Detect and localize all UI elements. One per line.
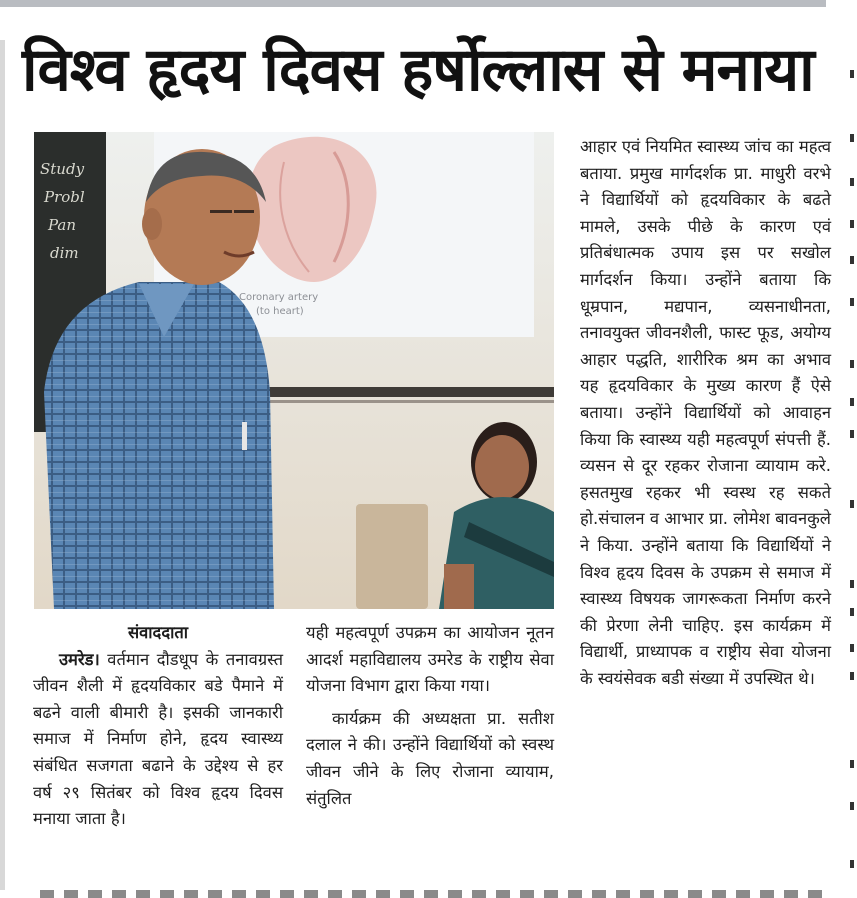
top-rule bbox=[0, 0, 826, 7]
left-gutter bbox=[0, 40, 5, 890]
article-paragraph-1 bbox=[33, 647, 283, 833]
article-paragraph-4: आहार एवं नियमित स्वास्थ्य जांच का महत्व बताया. प्रमुख मार्गदर्शक प्रा. माधुरी वरभे ने विद्यार्थियों को हृदयविकार के बढते मामले, उसके पीछे के कारण एवं प्रतिबंधात्मक उपाय इस पर सखोल मार्गदर्शन किया। उन्होंने बताया कि धूम्रपान, मद्यपान, व्यसनाधीनता, तनावयुक्त जीवनशैली, फास्ट फूड, अयोग्य आहार पद्धति, शारीरिक श्रम का अभाव यह हृदयविकार के मुख्य कारण हैं ऐसे बताया। उन्होंने विद्यार्थियों को आवाहन किया कि स्वास्थ्य यही महत्वपूर्ण संपत्ती हैं. व्यसन से दूर रहकर रोजाना व्यायाम करे. हसतमुख रहकर भी स्वस्थ रह सकते हो.संचालन व आभार प्रा. लोमेश बावनकुले ने किया. उन्होंने बताया कि विद्यार्थियों ने विश्व हृदय दिवस के उपक्रम से समाज में स्वास्थ्य विषयक जागरूकता निर्माण करने की प्रेरणा लेनी चाहिए. इस कार्यक्रम में विद्यार्थी, प्राध्यापक व राष्ट्रीय सेवा योजना के स्वयंसेवक बडी संख्या में उपस्थित थे। bbox=[580, 137, 831, 688]
slide-caption-1: Coronary artery bbox=[239, 292, 319, 303]
article-text-1: वर्तमान दौडधूप के तनावग्रस्त जीवन शैली में हृदयविकार बडे पैमाने में बढने वाली बीमारी है। इसकी जानकारी समाज में निर्माण होने, हृदय स्वास्थ्य संबंधित सजगता बढाने के उद्देश्य से हर वर्ष २९ सितंबर को विश्व हृदय दिवस मनाया जाता है। bbox=[33, 649, 283, 829]
article-paragraph-2: यही महत्वपूर्ण उपक्रम का आयोजन नूतन आदर्श महाविद्यालय उमरेड के राष्ट्रीय सेवा योजना विभाग द्वारा किया गया। bbox=[306, 623, 554, 696]
article-paragraph-3: कार्यक्रम की अध्यक्षता प्रा. सतीश दलाल ने की। उन्होंने विद्यार्थियों को स्वस्थ जीवन जीने के लिए रोजाना व्यायाम, संतुलित bbox=[306, 708, 554, 808]
chair bbox=[356, 504, 428, 609]
slide-caption-2: (to heart) bbox=[256, 306, 304, 317]
byline: संवाददाता bbox=[127, 623, 189, 642]
blackboard-text-4: dim bbox=[50, 244, 79, 262]
next-article-edge bbox=[40, 890, 830, 898]
article-headline: विश्व हृदय दिवस हर्षोल्लास से मनाया bbox=[22, 35, 814, 105]
blackboard-text-3: Pan bbox=[48, 216, 77, 234]
adjacent-column-edge bbox=[846, 60, 857, 890]
article-column-1 bbox=[33, 620, 283, 833]
article-column-2 bbox=[306, 620, 554, 812]
article-photo bbox=[34, 132, 554, 609]
blackboard-text-1: Study bbox=[40, 160, 85, 178]
article-column-3 bbox=[580, 134, 831, 692]
dateline: उमरेड। bbox=[59, 649, 100, 669]
blackboard-text-2: Probl bbox=[44, 188, 85, 206]
